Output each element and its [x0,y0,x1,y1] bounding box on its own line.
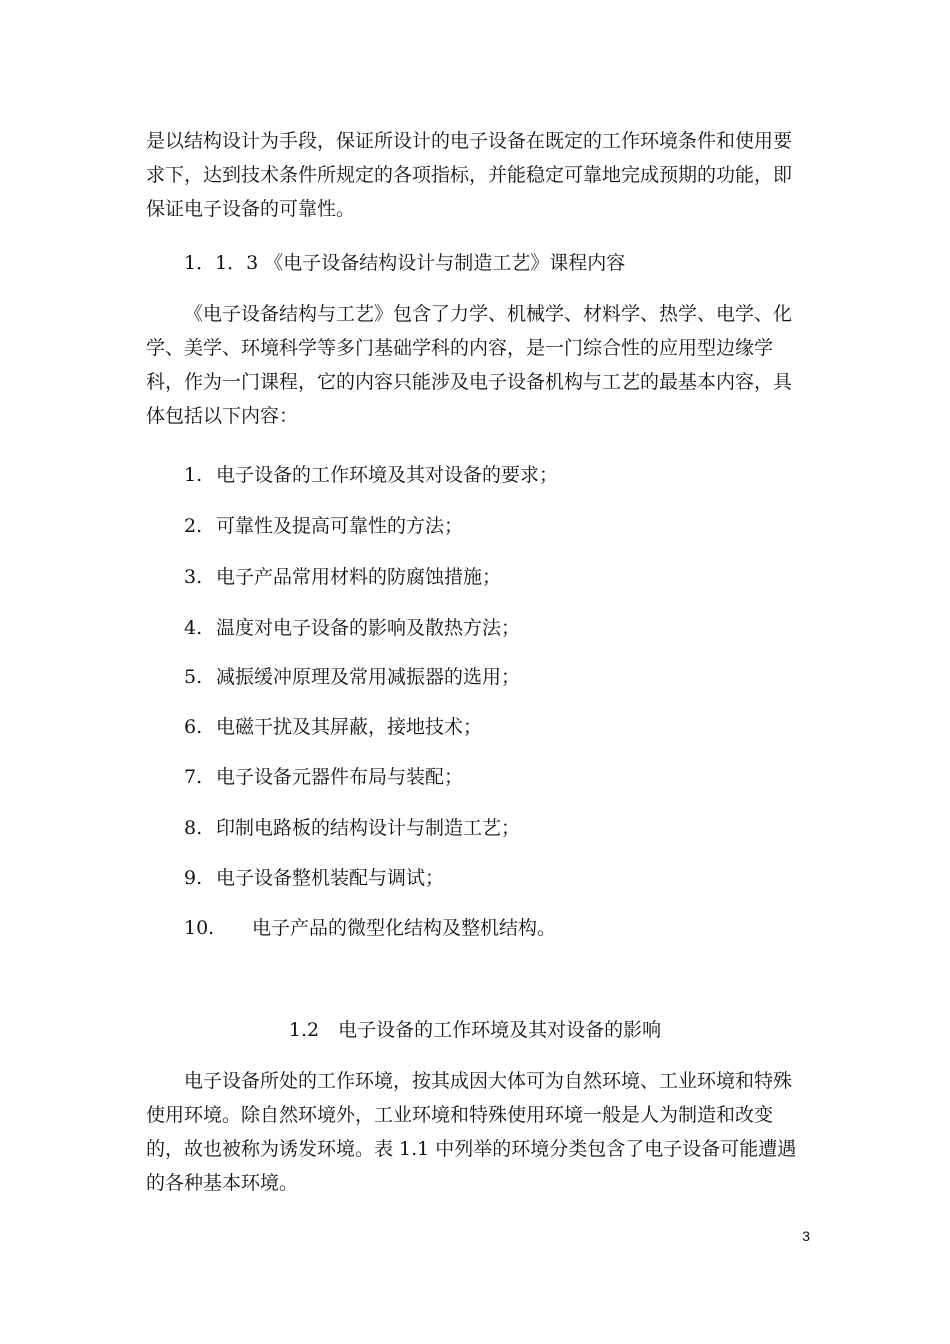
list-item: 10. 电子产品的微型化结构及整机结构。 [184,917,557,939]
list-item: 6. 电磁干扰及其屏蔽，接地技术； [184,716,483,738]
intro-paragraph: 是以结构设计为手段，保证所设计的电子设备在既定的工作环境条件和使用要求下，达到技术条件所规定的各项指标，并能稳定可靠地完成预期的功能，即保证电子设备的可靠性。 [146,130,793,220]
environment-paragraph: 电子设备所处的工作环境，按其成因大体可为自然环境、工业环境和特殊使用环境。除自然环境外，工业环境和特殊使用环境一般是人为制造和改变的，故也被称为诱发环境。表 1.1 中列举的环境分类包含了电子设备可能遭遇的各种基本环境。 [146,1070,797,1194]
list-item: 9. 电子设备整机装配与调试； [184,867,445,889]
list-item: 1. 电子设备的工作环境及其对设备的要求； [184,464,559,486]
list-item: 2. 可靠性及提高可靠性的方法； [184,515,464,537]
course-paragraph: 《电子设备结构与工艺》包含了力学、机械学、材料学、热学、电学、化学、美学、环境科学等多门基础学科的内容，是一门综合性的应用型边缘学科，作为一门课程，它的内容只能涉及电子设备机构与工艺的最基本内容，具体包括以下内容： [146,303,793,427]
section-heading: 1.2 电子设备的工作环境及其对设备的影响 [288,1019,662,1041]
list-item: 3. 电子产品常用材料的防腐蚀措施； [184,566,502,588]
subsection-heading: 1．1．3 《电子设备结构设计与制造工艺》课程内容 [184,252,626,274]
list-item: 5. 减振缓冲原理及常用减振器的选用； [184,666,521,688]
page-number: 3 [802,1228,810,1244]
list-item: 4. 温度对电子设备的影响及散热方法； [184,617,521,639]
list-item: 8. 印制电路板的结构设计与制造工艺； [184,817,521,839]
list-item: 7. 电子设备元器件布局与装配； [184,766,464,788]
